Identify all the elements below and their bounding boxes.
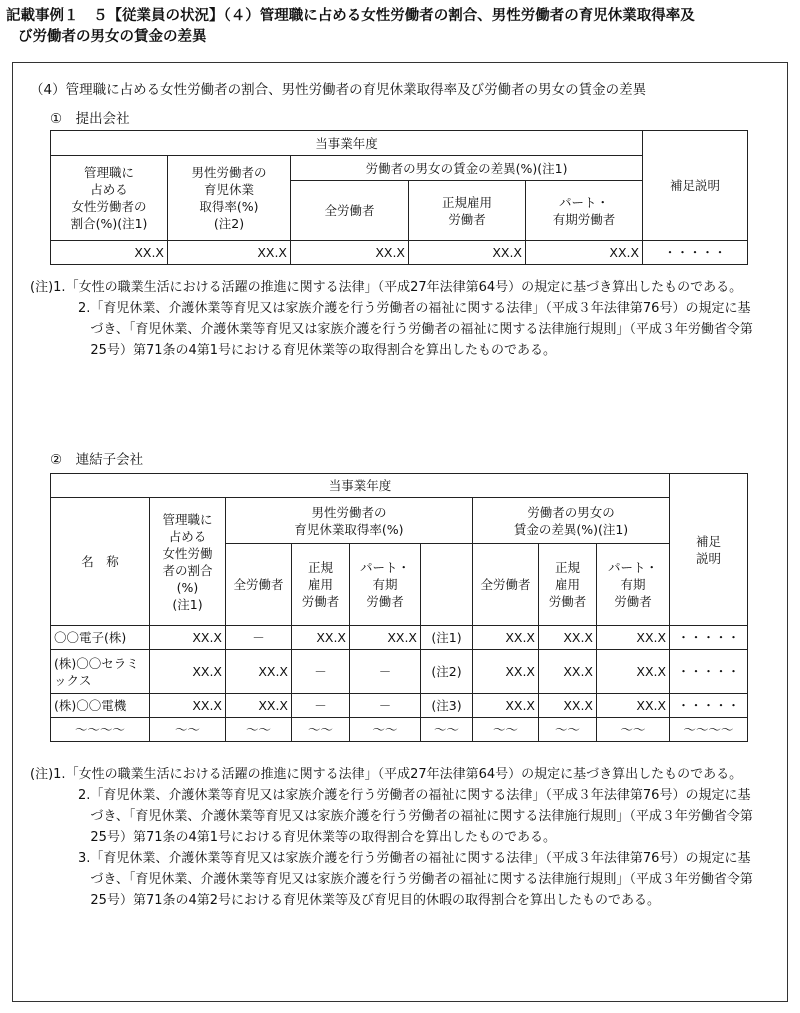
row-leave-all: － <box>226 626 292 650</box>
row-name: (株)〇〇電機 <box>51 694 150 718</box>
t2-col-wage-part: パート・ 有期 労働者 <box>597 544 670 626</box>
t2-current-year: 当事業年度 <box>51 474 670 498</box>
note-label: 2. <box>78 301 91 316</box>
row-name: 〇〇電子(株) <box>51 626 150 650</box>
t1-col-part: パート・ 有期労働者 <box>526 181 643 241</box>
t1-val-male-leave: XX.X <box>168 241 291 265</box>
table2-subtitle: ② 連結子会社 <box>50 452 144 468</box>
t1-col-male-leave: 男性労働者の 育児休業 取得率(%) (注2) <box>168 156 291 241</box>
row-note: ・・・・・ <box>670 650 748 694</box>
consolidated-subsidiaries-table <box>50 473 748 742</box>
table2-notes <box>30 764 760 911</box>
row-mgr: XX.X <box>150 694 226 718</box>
t1-val-note: ・・・・・ <box>643 241 748 265</box>
t1-col-note: 補足説明 <box>643 131 748 241</box>
row-note: ・・・・・ <box>670 626 748 650</box>
t1-col-regular: 正規雇用 労働者 <box>409 181 526 241</box>
note-item <box>30 277 760 298</box>
page-heading <box>6 6 796 48</box>
row-wage-all: XX.X <box>473 626 539 650</box>
t1-col-wage-gap: 労働者の男女の賃金の差異(%)(注1) <box>291 156 643 181</box>
row-leave-all: ～～ <box>226 718 292 742</box>
row-ref: (注1) <box>421 626 473 650</box>
row-name: (株)〇〇セラミックス <box>51 650 150 694</box>
section-title: （4）管理職に占める女性労働者の割合、男性労働者の育児休業取得率及び労働者の男女の賃金の差異 <box>30 82 647 98</box>
note-label: 3. <box>78 851 91 866</box>
t1-col-all: 全労働者 <box>291 181 409 241</box>
t2-col-wage-regular: 正規 雇用 労働者 <box>539 544 597 626</box>
note-item <box>30 848 760 911</box>
row-wage-all: XX.X <box>473 694 539 718</box>
row-leave-part: ～～ <box>350 718 421 742</box>
t1-val-female-mgr: XX.X <box>51 241 168 265</box>
note-item <box>30 785 760 848</box>
row-wage-part: XX.X <box>597 650 670 694</box>
t2-col-leave-part: パート・ 有期 労働者 <box>350 544 421 626</box>
row-note: ・・・・・ <box>670 694 748 718</box>
row-wage-part: ～～ <box>597 718 670 742</box>
heading-line-2: び労働者の男女の賃金の差異 <box>18 29 207 45</box>
t2-col-leave-regular: 正規 雇用 労働者 <box>292 544 350 626</box>
t2-col-female-mgr: 管理職に 占める 女性労働 者の割合 (%) (注1) <box>150 498 226 626</box>
row-ref: (注3) <box>421 694 473 718</box>
row-leave-part: － <box>350 650 421 694</box>
note-text: 「育児休業、介護休業等育児又は家族介護を行う労働者の福祉に関する法律」（平成３年法律第76号）の規定に基づき、「育児休業、介護休業等育児又は家族介護を行う労働者の福祉に関する法律施行規則」（平成３年労働省令第25号）第71条の4第1号における育児休業等の取得割合を算出したものである。 <box>90 301 753 358</box>
t1-val-regular: XX.X <box>409 241 526 265</box>
table-row <box>51 650 748 694</box>
note-label: (注)1. <box>30 280 66 295</box>
row-wage-regular: ～～ <box>539 718 597 742</box>
table-row <box>51 694 748 718</box>
submitting-company-table <box>50 130 748 265</box>
row-wage-regular: XX.X <box>539 626 597 650</box>
table1-subtitle: ① 提出会社 <box>50 111 130 127</box>
row-leave-part: － <box>350 694 421 718</box>
note-text: 「女性の職業生活における活躍の推進に関する法律」（平成27年法律第64号）の規定に基づき算出したものである。 <box>65 767 743 782</box>
t2-col-ref-blank <box>421 544 473 626</box>
note-text: 「育児休業、介護休業等育児又は家族介護を行う労働者の福祉に関する法律」（平成３年法律第76号）の規定に基づき、「育児休業、介護休業等育児又は家族介護を行う労働者の福祉に関する法律施行規則」（平成３年労働省令第25号）第71条の4第2号における育児休業等及び育児目的休暇の取得割合を算出したものである。 <box>90 851 753 908</box>
t2-col-leave-all: 全労働者 <box>226 544 292 626</box>
note-label: (注)1. <box>30 767 66 782</box>
row-mgr: XX.X <box>150 650 226 694</box>
heading-line-1: 記載事例１ ５【従業員の状況】（４）管理職に占める女性労働者の割合、男性労働者の育児休業取得率及 <box>6 8 695 24</box>
row-wage-all: XX.X <box>473 650 539 694</box>
t2-col-wage-gap: 労働者の男女の 賃金の差異(%)(注1) <box>473 498 670 544</box>
t2-col-name: 名 称 <box>51 498 150 626</box>
row-leave-regular: XX.X <box>292 626 350 650</box>
row-leave-all: XX.X <box>226 694 292 718</box>
note-item <box>30 298 760 361</box>
row-wage-part: XX.X <box>597 694 670 718</box>
row-leave-regular: － <box>292 650 350 694</box>
note-item <box>30 764 760 785</box>
row-mgr: ～～ <box>150 718 226 742</box>
row-leave-regular: － <box>292 694 350 718</box>
table-row <box>51 718 748 742</box>
t1-current-year: 当事業年度 <box>51 131 643 156</box>
row-wage-regular: XX.X <box>539 650 597 694</box>
table1-notes <box>30 277 760 361</box>
row-leave-regular: ～～ <box>292 718 350 742</box>
t2-col-male-leave: 男性労働者の 育児休業取得率(%) <box>226 498 473 544</box>
t1-val-all: XX.X <box>291 241 409 265</box>
row-note: ～～～～ <box>670 718 748 742</box>
t2-col-wage-all: 全労働者 <box>473 544 539 626</box>
note-label: 2. <box>78 788 91 803</box>
row-leave-all: XX.X <box>226 650 292 694</box>
row-wage-part: XX.X <box>597 626 670 650</box>
row-wage-all: ～～ <box>473 718 539 742</box>
row-mgr: XX.X <box>150 626 226 650</box>
row-ref: ～～ <box>421 718 473 742</box>
row-name: ～～～～ <box>51 718 150 742</box>
t2-col-note: 補足 説明 <box>670 474 748 626</box>
t1-col-female-mgr: 管理職に 占める 女性労働者の 割合(%)(注1) <box>51 156 168 241</box>
note-text: 「育児休業、介護休業等育児又は家族介護を行う労働者の福祉に関する法律」（平成３年法律第76号）の規定に基づき、「育児休業、介護休業等育児又は家族介護を行う労働者の福祉に関する法律施行規則」（平成３年労働省令第25号）第71条の4第1号における育児休業等の取得割合を算出したものである。 <box>90 788 753 845</box>
t1-val-part: XX.X <box>526 241 643 265</box>
row-ref: (注2) <box>421 650 473 694</box>
table-row <box>51 626 748 650</box>
row-leave-part: XX.X <box>350 626 421 650</box>
row-wage-regular: XX.X <box>539 694 597 718</box>
note-text: 「女性の職業生活における活躍の推進に関する法律」（平成27年法律第64号）の規定に基づき算出したものである。 <box>65 280 743 295</box>
